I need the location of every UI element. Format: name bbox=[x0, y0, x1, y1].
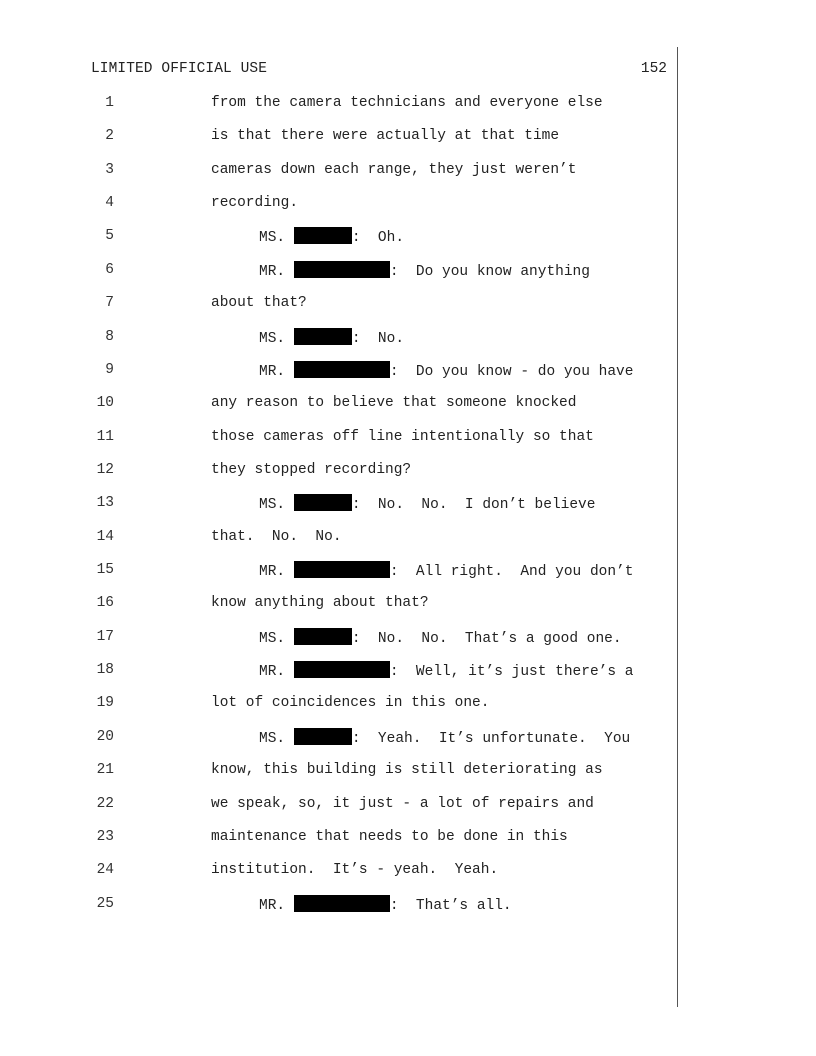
line-content bbox=[259, 227, 404, 248]
redaction-block bbox=[294, 728, 352, 745]
line-content bbox=[211, 394, 576, 413]
line-content bbox=[259, 261, 590, 282]
line-text: they stopped recording? bbox=[211, 461, 412, 478]
line-number: 2 bbox=[105, 128, 114, 145]
line-number: 4 bbox=[105, 195, 114, 212]
line-number: 13 bbox=[96, 495, 114, 512]
line-text: : No. No. That’s a good one. bbox=[351, 630, 622, 647]
line-text: : Oh. bbox=[351, 230, 405, 247]
transcript-line bbox=[0, 828, 676, 861]
redaction-block bbox=[294, 361, 390, 378]
speaker-label: MR. bbox=[259, 664, 286, 681]
line-content bbox=[259, 361, 633, 382]
line-text: recording. bbox=[211, 195, 299, 212]
line-number: 24 bbox=[96, 862, 114, 879]
line-content bbox=[259, 895, 512, 916]
line-content bbox=[211, 294, 307, 313]
line-number: 20 bbox=[96, 728, 114, 745]
redaction-block bbox=[294, 561, 390, 578]
line-text: that. No. No. bbox=[211, 528, 342, 545]
speaker-label: MS. bbox=[259, 230, 286, 247]
line-content bbox=[259, 561, 633, 582]
line-number: 3 bbox=[105, 161, 114, 178]
right-margin-rule bbox=[677, 47, 678, 1007]
transcript-line bbox=[0, 694, 676, 727]
redaction-block bbox=[294, 328, 352, 345]
transcript-line bbox=[0, 94, 676, 127]
line-text: is that there were actually at that time bbox=[211, 128, 560, 145]
line-text: : Do you know - do you have bbox=[389, 363, 634, 380]
transcript-line bbox=[0, 127, 676, 160]
line-text: those cameras off line intentionally so that bbox=[211, 428, 594, 445]
line-number: 11 bbox=[96, 428, 114, 445]
transcript-line bbox=[0, 661, 676, 694]
line-content bbox=[211, 694, 489, 713]
line-content bbox=[211, 761, 603, 780]
line-number: 1 bbox=[105, 95, 114, 111]
transcript-line bbox=[0, 594, 676, 627]
line-content bbox=[259, 628, 622, 649]
line-text: cameras down each range, they just weren’t bbox=[211, 161, 577, 178]
transcript-line bbox=[0, 394, 676, 427]
line-text: know, this building is still deteriorating as bbox=[211, 762, 603, 779]
line-number: 6 bbox=[105, 261, 114, 278]
line-text: : Well, it’s just there’s a bbox=[389, 664, 634, 681]
line-number: 9 bbox=[105, 361, 114, 378]
transcript-line bbox=[0, 728, 676, 761]
redaction-block bbox=[294, 261, 390, 278]
classification-header: LIMITED OFFICIAL USE bbox=[91, 61, 268, 77]
line-text: institution. It’s - yeah. Yeah. bbox=[211, 862, 499, 879]
line-number: 18 bbox=[96, 662, 114, 679]
line-number: 16 bbox=[96, 595, 114, 612]
line-text: lot of coincidences in this one. bbox=[211, 695, 490, 712]
line-content bbox=[211, 594, 429, 613]
transcript-line bbox=[0, 428, 676, 461]
line-content bbox=[211, 94, 603, 113]
line-content bbox=[211, 861, 498, 880]
speaker-label: MS. bbox=[259, 630, 286, 647]
line-text: from the camera technicians and everyone else bbox=[211, 95, 603, 111]
line-content bbox=[259, 494, 595, 515]
line-text: : All right. And you don’t bbox=[389, 564, 634, 581]
line-number: 21 bbox=[96, 762, 114, 779]
line-text: : Do you know anything bbox=[389, 263, 590, 280]
redaction-block bbox=[294, 628, 352, 645]
line-number: 5 bbox=[105, 228, 114, 245]
line-text: : No. No. I don’t believe bbox=[351, 497, 596, 514]
line-number: 19 bbox=[96, 695, 114, 712]
line-text: maintenance that needs to be done in this bbox=[211, 828, 568, 845]
transcript-line bbox=[0, 361, 676, 394]
line-number: 23 bbox=[96, 828, 114, 845]
speaker-label: MS. bbox=[259, 730, 286, 747]
transcript-lines bbox=[0, 94, 676, 928]
transcript-line bbox=[0, 294, 676, 327]
line-content bbox=[211, 161, 576, 180]
speaker-label: MR. bbox=[259, 564, 286, 581]
line-number: 10 bbox=[96, 395, 114, 412]
transcript-line bbox=[0, 628, 676, 661]
speaker-label: MR. bbox=[259, 263, 286, 280]
line-text: : Yeah. It’s unfortunate. You bbox=[351, 730, 631, 747]
redaction-block bbox=[294, 895, 390, 912]
line-content bbox=[211, 194, 298, 213]
transcript-line bbox=[0, 328, 676, 361]
transcript-line bbox=[0, 561, 676, 594]
line-number: 25 bbox=[96, 895, 114, 912]
page-number: 152 bbox=[640, 61, 667, 77]
line-number: 8 bbox=[105, 328, 114, 345]
line-content bbox=[211, 528, 342, 547]
line-content bbox=[211, 828, 568, 847]
speaker-label: MR. bbox=[259, 363, 286, 380]
line-text: : No. bbox=[351, 330, 405, 347]
line-number: 12 bbox=[96, 461, 114, 478]
line-content bbox=[259, 661, 633, 682]
line-text: we speak, so, it just - a lot of repairs and bbox=[211, 795, 594, 812]
redaction-block bbox=[294, 494, 352, 511]
line-content bbox=[211, 428, 594, 447]
transcript-line bbox=[0, 227, 676, 260]
line-content bbox=[211, 795, 594, 814]
transcript-line bbox=[0, 795, 676, 828]
line-content bbox=[259, 728, 630, 749]
transcript-line bbox=[0, 461, 676, 494]
transcript-line bbox=[0, 161, 676, 194]
line-content bbox=[211, 127, 559, 146]
speaker-label: MS. bbox=[259, 330, 286, 347]
line-content bbox=[211, 461, 411, 480]
line-text: know anything about that? bbox=[211, 595, 429, 612]
line-text: about that? bbox=[211, 295, 307, 312]
line-number: 14 bbox=[96, 528, 114, 545]
transcript-line bbox=[0, 861, 676, 894]
transcript-line bbox=[0, 761, 676, 794]
transcript-line bbox=[0, 194, 676, 227]
line-content bbox=[259, 328, 404, 349]
line-number: 22 bbox=[96, 795, 114, 812]
speaker-label: MS. bbox=[259, 497, 286, 514]
line-text: : That’s all. bbox=[389, 897, 512, 914]
line-number: 15 bbox=[96, 562, 114, 579]
transcript-line bbox=[0, 528, 676, 561]
line-number: 17 bbox=[96, 628, 114, 645]
transcript-line bbox=[0, 494, 676, 527]
speaker-label: MR. bbox=[259, 897, 286, 914]
redaction-block bbox=[294, 661, 390, 678]
transcript-line bbox=[0, 895, 676, 928]
line-number: 7 bbox=[105, 295, 114, 312]
redaction-block bbox=[294, 227, 352, 244]
transcript-line bbox=[0, 261, 676, 294]
line-text: any reason to believe that someone knocked bbox=[211, 395, 577, 412]
